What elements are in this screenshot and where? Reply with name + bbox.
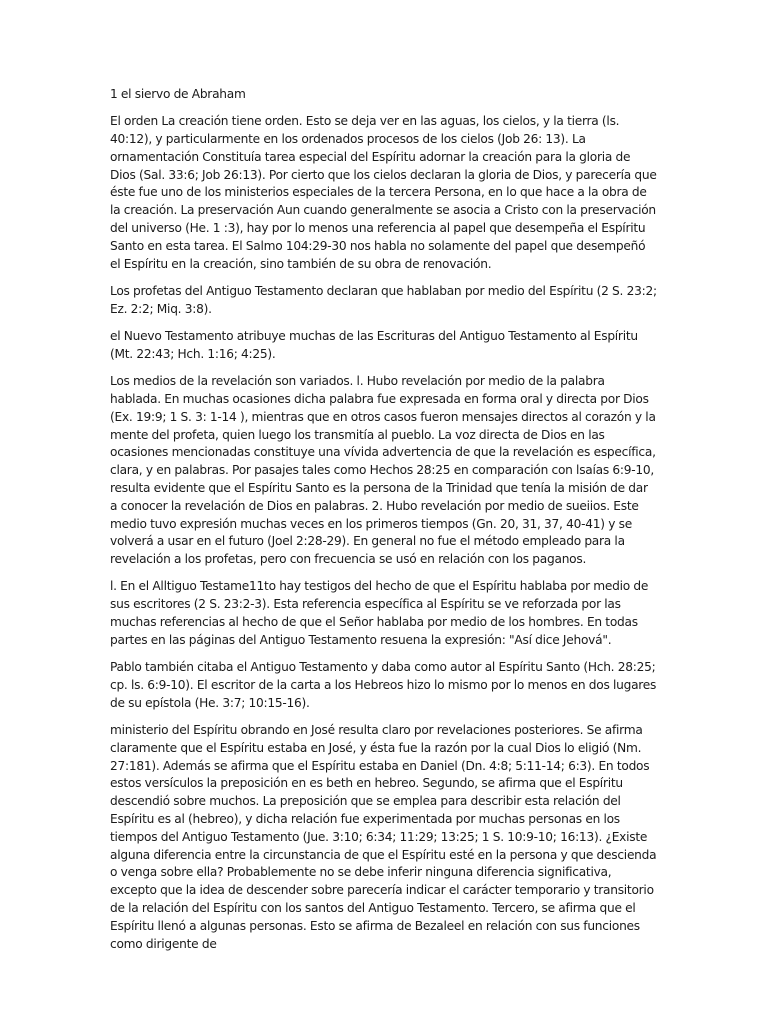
document-heading: 1 el siervo de Abraham [110, 87, 246, 101]
paragraph-creation: El orden La creación tiene orden. Esto se deja ver en las aguas, los cielos, y la tierra (ls. 40:12), y particularmente en los ordenados procesos de los cielos (Job 26: 13). La ornamentación Constituía tarea especial del Espíritu adornar la creación para la gloria de Dios (Sal. 33:6; Job 26:13). Por cierto que los cielos declaran la gloria de Dios, y parecería que éste fue uno de los ministerios especiales de la tercera Persona, en lo que hace a la obra de la creación. La preservación Aun cuando generalmente se asocia a Cristo con la preservación del universo (He. 1 :3), hay por lo menos una referencia al papel que desempeña el Espíritu Santo en esta tarea. El Salmo 104:29-30 nos habla no solamente del papel que desempeñó el Espíritu en la creación, sino también de su obra de renovación. [110, 114, 657, 271]
paragraph-paul-citation: Pablo también citaba el Antiguo Testamento y daba como autor al Espíritu Santo (Hch. 28:25; cp. ls. 6:9-10). El escritor de la carta a los Hebreos hizo lo mismo por lo menos en dos lugares de su epístola (He. 3:7; 10:15-16). [110, 660, 657, 710]
paragraph-revelation-means: Los medios de la revelación son variados. l. Hubo revelación por medio de la palabra hablada. En muchas ocasiones dicha palabra fue expresada en forma oral y directa por Dios (Ex. 19:9; 1 S. 3: 1-14 ), mientras que en otros casos fueron mensajes directos al corazón y la mente del profeta, quien luego los transmitía al pueblo. La voz directa de Dios en las ocasiones mencionadas constituye una vívida advertencia de que la revelación es específica, clara, y en palabras. Por pasajes tales como Hechos 28:25 en comparación con lsaías 6:9-10, resulta evidente que el Espíritu Santo es la persona de la Trinidad que tenía la misión de dar a conocer la revelación de Dios en palabras. 2. Hubo revelación por medio de sueiios. Este medio tuvo expresión muchas veces en los primeros tiempos (Gn. 20, 31, 37, 40-41) y se volverá a usar en el futuro (Joel 2:28-29). En general no fue el método empleado para la revelación a los profetas, pero con frecuencia se usó en relación con los paganos. [110, 374, 656, 567]
paragraph-old-testament-witnesses: l. En el Alltiguo Testame11to hay testigos del hecho de que el Espíritu hablaba por medio de sus escritores (2 S. 23:2-3). Esta referencia específica al Espíritu se ve reforzada por las muchas referencias al hecho de que el Señor hablaba por medio de los hombres. En todas partes en las páginas del Antiguo Testamento resuena la expresión: "Así dice Jehová". [110, 579, 649, 647]
document-page [110, 86, 658, 963]
paragraph-spirit-ministry: ministerio del Espíritu obrando en José resulta claro por revelaciones posteriores. Se afirma claramente que el Espíritu estaba en José, y ésta fue la razón por la cual Dios lo eligió (Nm. 27:181). Además se afirma que el Espíritu estaba en Daniel (Dn. 4:8; 5:11-14; 6:3). En todos estos versículos la preposición en es beth en hebreo. Segundo, se afirma que el Espíritu descendió sobre muchos. La preposición que se emplea para describir esta relación del Espíritu es al (hebreo), y dicha relación fue experimentada por muchas personas en los tiempos del Antiguo Testamento (Jue. 3:10; 6:34; 11:29; 13:25; 1 S. 10:9-10; 16:13). ¿Existe alguna diferencia entre la circunstancia de que el Espíritu esté en la persona y que descienda o venga sobre ella? Probablemente no se debe inferir ninguna diferencia significativa, excepto que la idea de descender sobre parecería indicar el carácter temporario y transitorio de la relación del Espíritu con los santos del Antiguo Testamento. Tercero, se afirma que el Espíritu llenó a algunas personas. Esto se afirma de Bezaleel en relación con sus funciones como dirigente de [110, 723, 657, 951]
paragraph-new-testament: el Nuevo Testamento atribuye muchas de las Escrituras del Antiguo Testamento al Espíritu (Mt. 22:43; Hch. 1:16; 4:25). [110, 329, 638, 361]
paragraph-prophets: Los profetas del Antiguo Testamento declaran que hablaban por medio del Espíritu (2 S. 23:2; Ez. 2:2; Miq. 3:8). [110, 283, 657, 316]
